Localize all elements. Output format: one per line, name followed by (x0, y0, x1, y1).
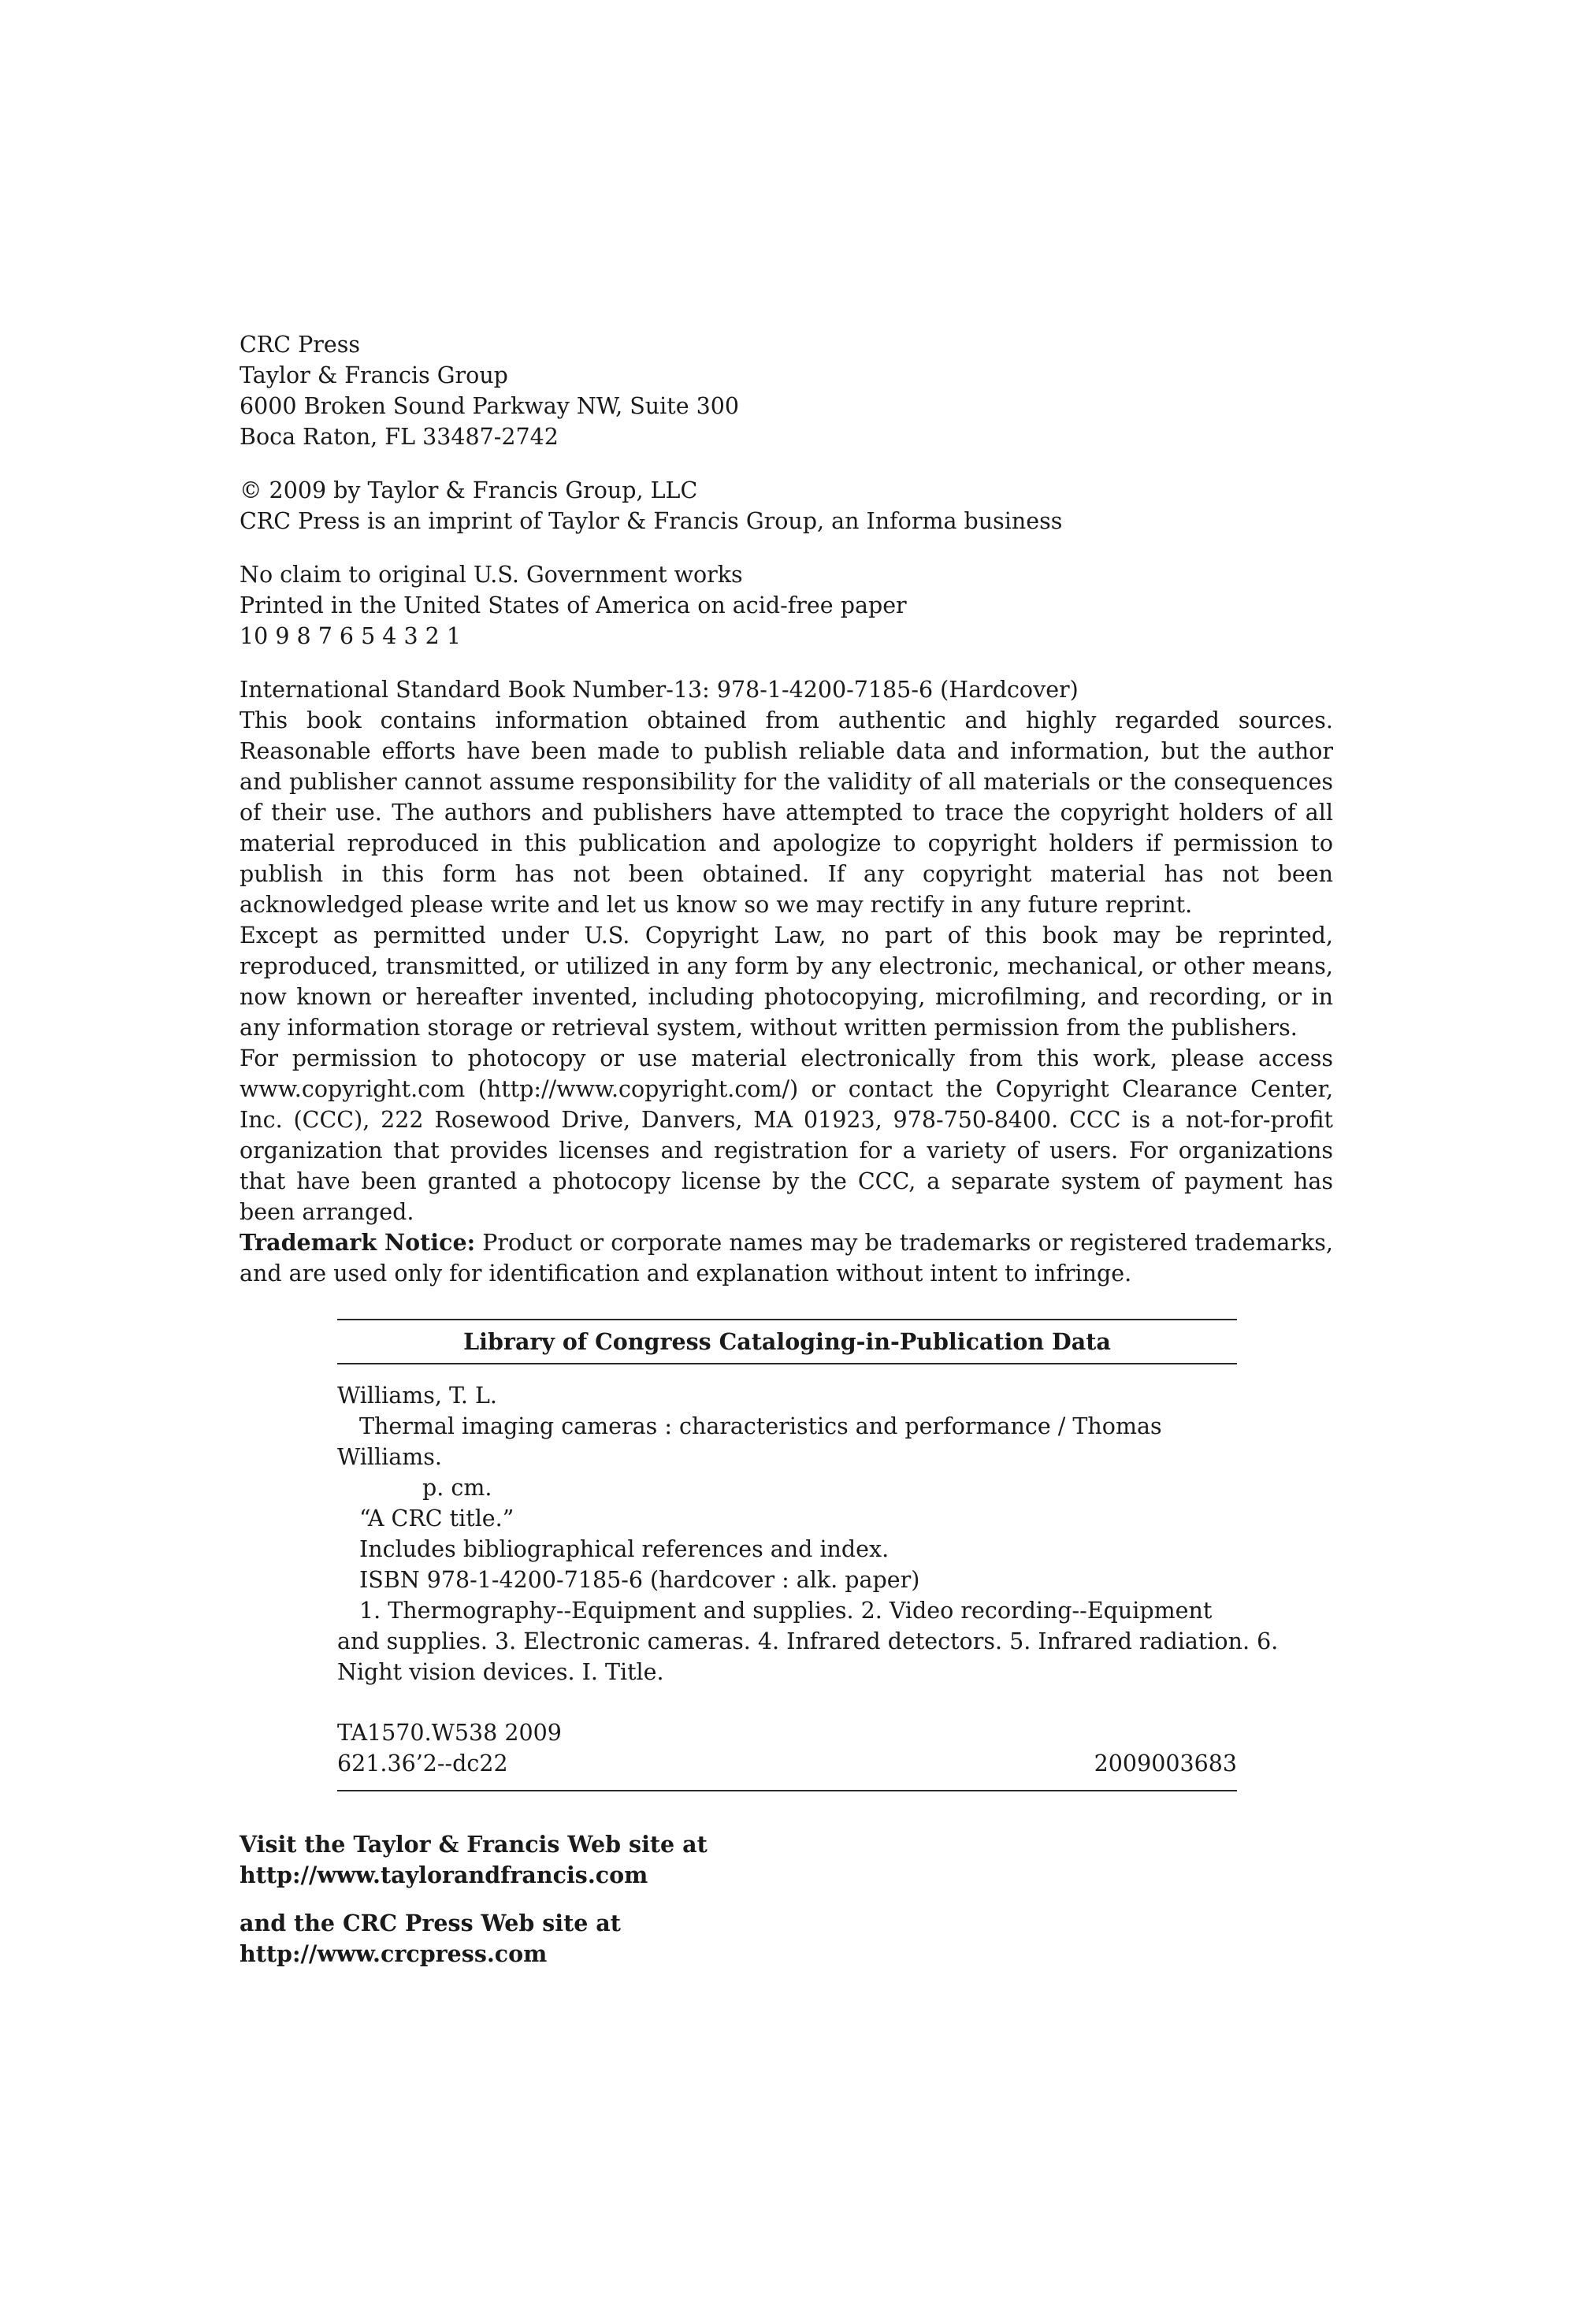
taylor-francis-web (240, 1829, 1333, 1891)
publisher-name: CRC Press (240, 332, 361, 358)
isbn-line: International Standard Book Number-13: 978-1-4200-7185-6 (Hardcover) (240, 677, 1079, 703)
cip-classification-row (337, 1748, 1237, 1779)
trademark-text: Product or corporate names may be trademarks or registered trademarks, and are used only for identification and explanation without intent to infringe. (240, 1230, 1333, 1286)
cip-title-line-2: Williams. (337, 1444, 442, 1470)
tf-web-label: Visit the Taylor & Francis Web site at (240, 1831, 708, 1858)
printed-in-line: Printed in the United States of America on acid-free paper (240, 592, 907, 618)
tf-web-url[interactable]: http://www.taylorandfrancis.com (240, 1862, 648, 1888)
cip-pages: p. cm. (422, 1475, 492, 1501)
crc-web-label: and the CRC Press Web site at (240, 1910, 621, 1936)
cip-lccn: 2009003683 (1094, 1750, 1237, 1776)
sources-paragraph: This book contains information obtained from authentic and highly regarded sources. Reasonable efforts have been made to publish reliable data and information, but the author and publisher cannot assume responsibility for the validity of all materials or the consequences of their use. The authors and publishers have attempted to trace the copyright holders of all material reproduced in this publication and apologize to copyright holders if permission to publish in this form has not been obtained. If any copyright material has not been acknowledged please write and let us know so we may rectify in any future reprint. (240, 707, 1333, 918)
cip-isbn: ISBN 978-1-4200-7185-6 (hardcover : alk. paper) (359, 1567, 920, 1593)
printing-info (240, 559, 1333, 652)
trademark-label: Trademark Notice: (240, 1229, 476, 1256)
print-number-line: 10 9 8 7 6 5 4 3 2 1 (240, 623, 461, 649)
cip-bottom-rule (337, 1790, 1237, 1791)
crc-web-url[interactable]: http://www.crcpress.com (240, 1940, 548, 1967)
cip-subjects-line-3: Night vision devices. I. Title. (337, 1659, 664, 1685)
cip-author: Williams, T. L. (337, 1383, 497, 1409)
cip-data-block (337, 1319, 1279, 1791)
cip-title-line-1: Thermal imaging cameras : characteristics and performance / Thomas (359, 1413, 1162, 1439)
publisher-address-line-2: Boca Raton, FL 33487-2742 (240, 424, 559, 450)
cip-includes: Includes bibliographical references and index. (359, 1536, 890, 1562)
imprint-line: CRC Press is an imprint of Taylor & Francis Group, an Informa business (240, 508, 1063, 534)
government-works-line: No claim to original U.S. Government works (240, 562, 743, 588)
cip-body (337, 1364, 1279, 1790)
cip-dewey: 621.36’2--dc22 (337, 1750, 508, 1776)
copyright-notice (240, 475, 1333, 536)
copyright-law-paragraph: Except as permitted under U.S. Copyright Law, no part of this book may be reprinted, reproduced, transmitted, or utilized in any form by any electronic, mechanical, or other means, now known or hereafter invented, including photocopying, microfilming, and recording, or in any information storage or retrieval system, without written permission from the publishers. (240, 923, 1333, 1041)
crc-press-web (240, 1908, 1333, 1969)
publisher-group: Taylor & Francis Group (240, 362, 508, 388)
isbn-block (240, 674, 1333, 705)
cip-subjects-line-2: and supplies. 3. Electronic cameras. 4. Infrared detectors. 5. Infrared radiation. 6. (337, 1628, 1279, 1654)
publisher-address-line-1: 6000 Broken Sound Parkway NW, Suite 300 (240, 393, 740, 419)
cip-subjects-line-1: 1. Thermography--Equipment and supplies. 2. Video recording--Equipment (359, 1598, 1213, 1624)
copyright-line: © 2009 by Taylor & Francis Group, LLC (240, 477, 698, 503)
cip-lc-class: TA1570.W538 2009 (337, 1720, 562, 1746)
cip-heading: Library of Congress Cataloging-in-Publication Data (463, 1328, 1111, 1355)
cip-series: “A CRC title.” (359, 1505, 514, 1531)
publisher-address (240, 329, 1333, 452)
trademark-paragraph (240, 1227, 1333, 1289)
permission-paragraph: For permission to photocopy or use material electronically from this work, please access www.copyright.com (http://www.copyright.com/) or contact the Copyright Clearance Center, Inc. (CCC), 222 Rosewood Drive, Danvers, MA 01923, 978-750-8400. CCC is a not-for-profit organization that provides licenses and registration for a variety of users. For organizations that have been granted a photocopy license by the CCC, a separate system of payment has been arranged. (240, 1045, 1333, 1225)
copyright-page (240, 329, 1333, 1969)
